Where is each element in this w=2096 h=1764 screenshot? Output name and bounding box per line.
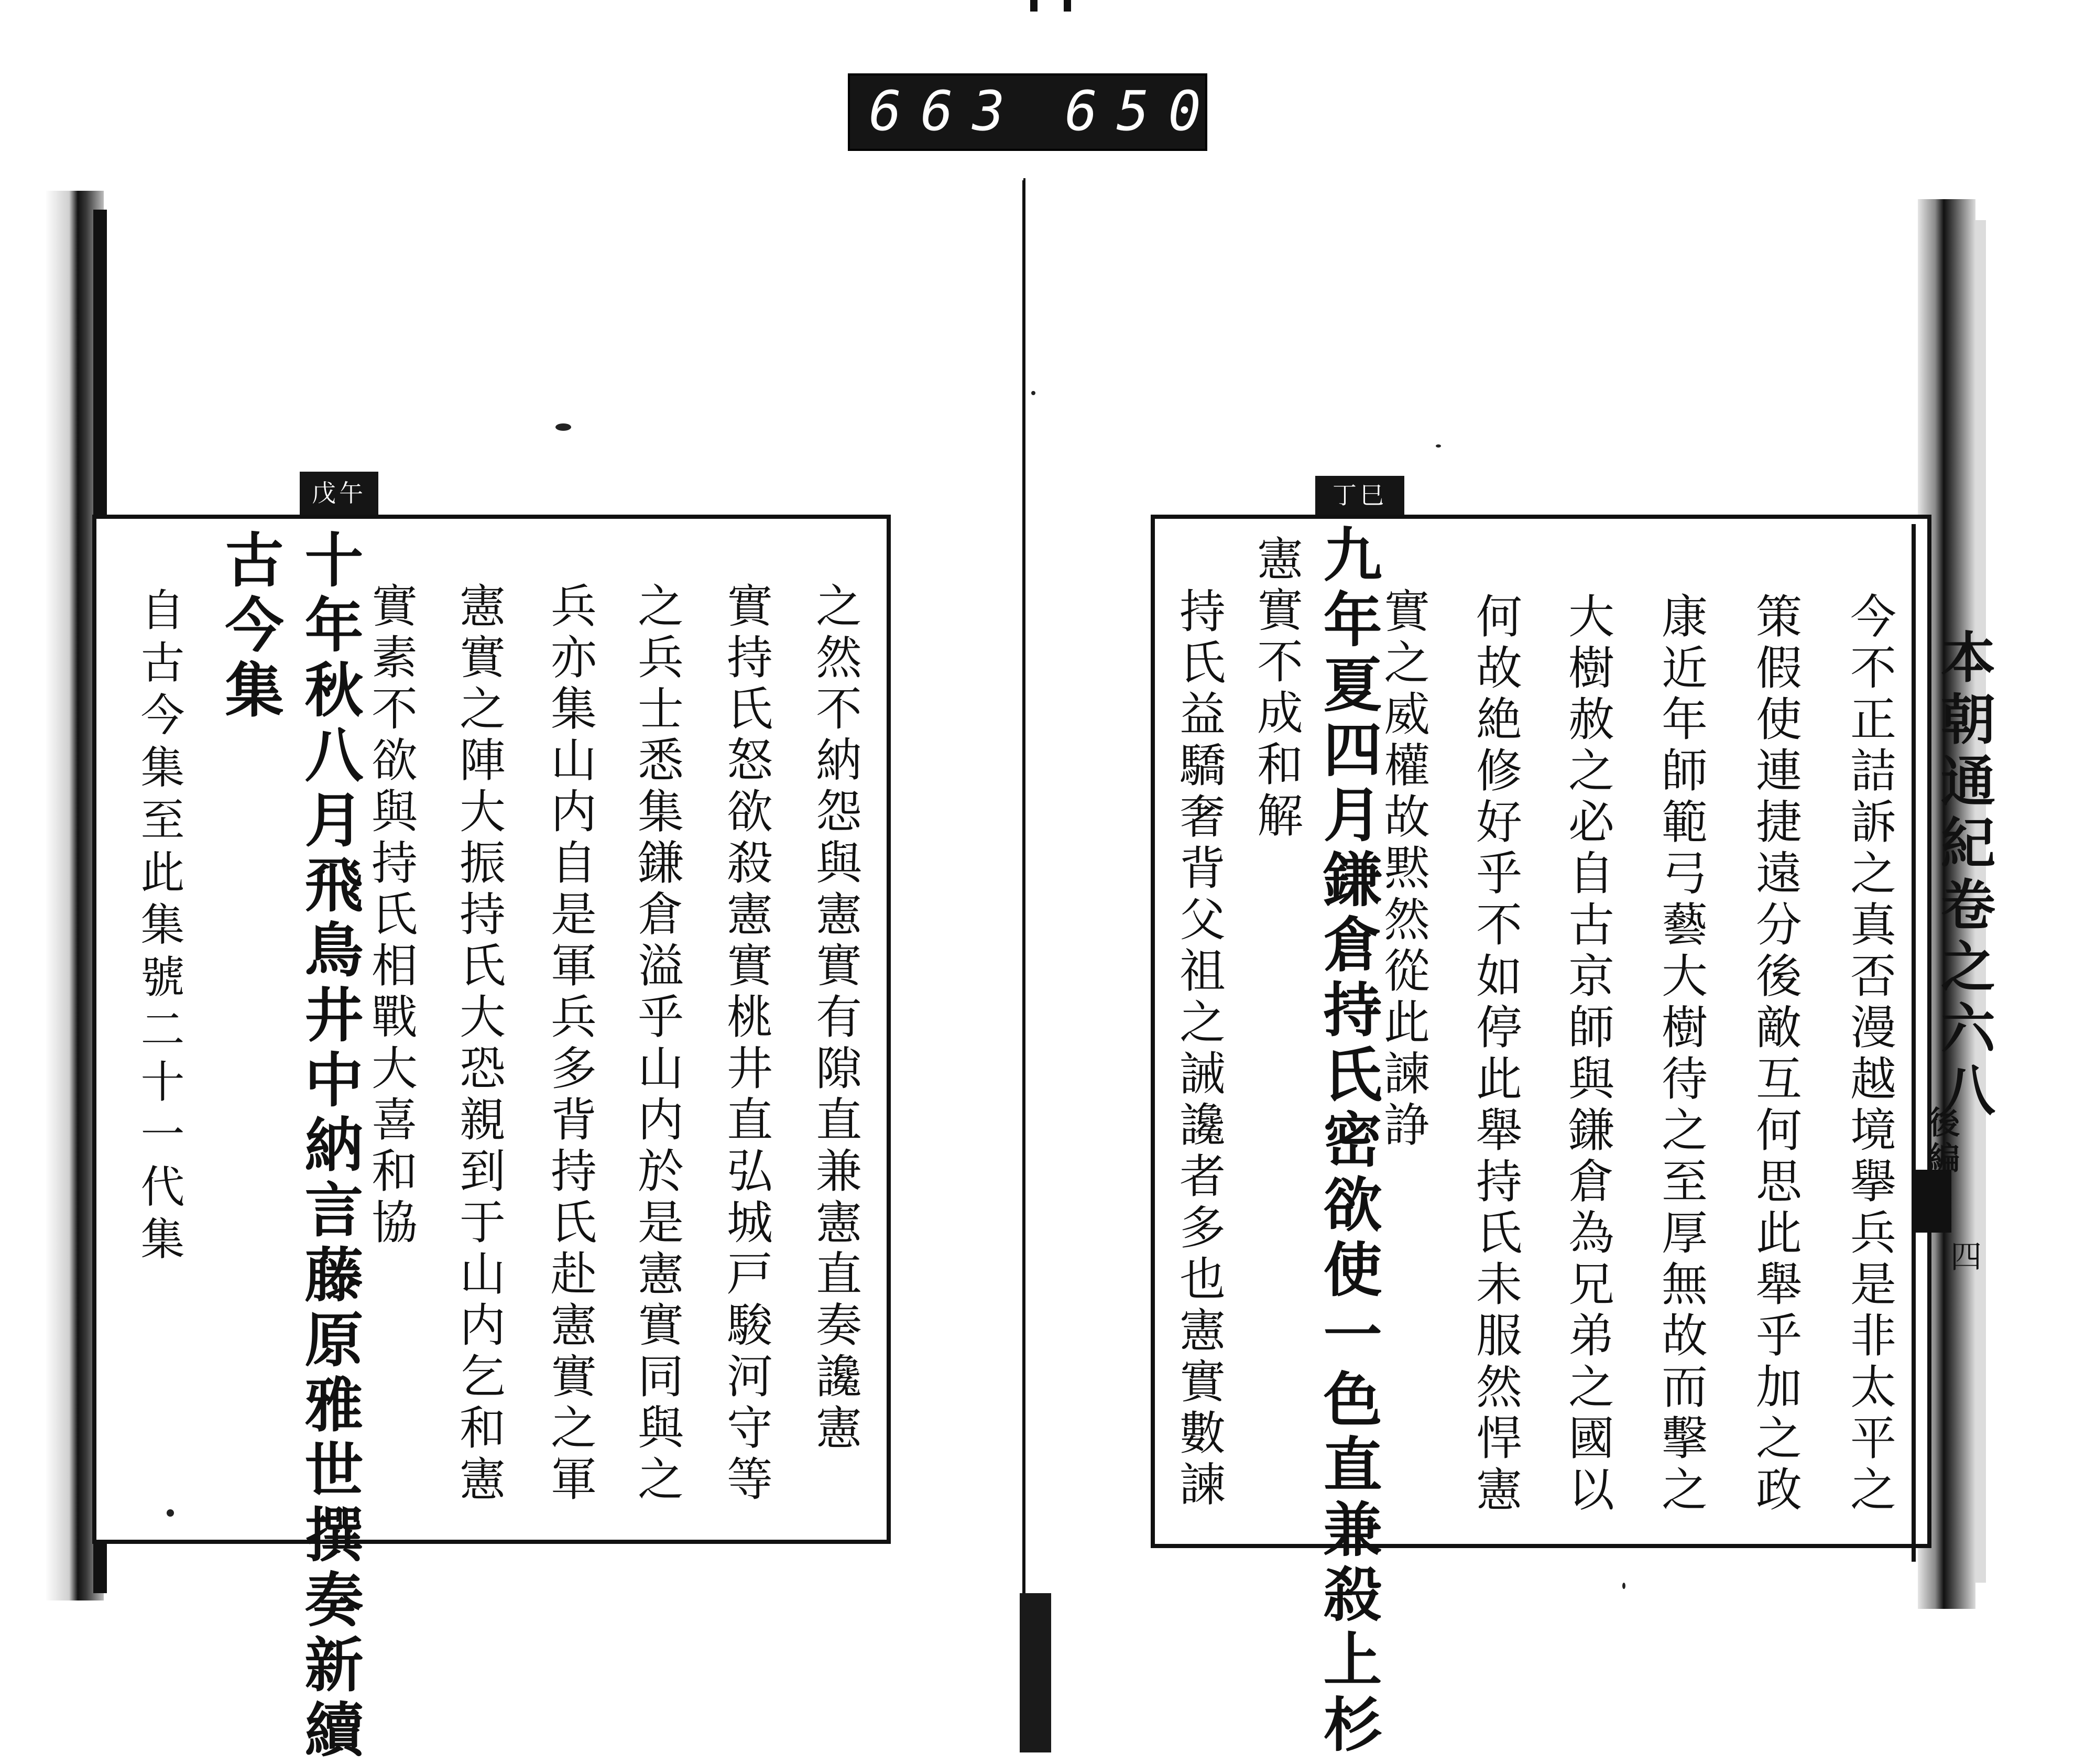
page-number: 四 (1945, 1240, 1982, 1271)
text-column: 之兵士悉集鎌倉溢乎山内於是憲實同與之 (630, 582, 684, 1506)
header-band (1914, 1170, 1951, 1233)
scan-tick-mark (1030, 0, 1038, 12)
book-gutter (1023, 178, 1025, 1593)
scan-speck (1031, 391, 1035, 395)
text-column: 自古今集至此集號二十一代集 (134, 587, 185, 1268)
scan-speck (1622, 1583, 1625, 1589)
scan-speck (1436, 444, 1441, 448)
frame-number-label (848, 73, 1272, 151)
text-column: 康近年師範弓藝大樹待之至厚無故而擊之 (1654, 592, 1708, 1517)
book-spine (1020, 1593, 1051, 1752)
frame-number-left: 663 (869, 79, 1024, 143)
entry-heading: 十年秋八月飛鳥井中納言藤原雅世撰奏新續 (295, 529, 364, 1764)
text-column: 之然不納怨與憲實有隙直兼憲直奏讒憲 (809, 582, 863, 1455)
scan-speck (167, 1509, 174, 1517)
text-column: 實之威權故黙然從此諫諍 (1377, 587, 1431, 1152)
entry-heading-continued: 憲實不成和解 (1250, 535, 1304, 843)
text-column: 持氏益驕奢背父祖之誡讒者多也憲實數諫 (1172, 587, 1226, 1511)
running-header-title: 本朝通紀卷之六八 (1931, 629, 1996, 1124)
scan-speck (555, 423, 571, 431)
entry-heading-continued: 古今集 (215, 529, 284, 724)
text-column: 兵亦集山内自是軍兵多背持氏赴憲實之軍 (543, 582, 597, 1506)
frame-number-right: 650. (1065, 79, 1272, 143)
year-tab-right: 丁巳 (1315, 476, 1404, 515)
text-column: 今不正詰訴之真否漫越境擧兵是非太平之 (1843, 592, 1897, 1517)
text-column: 何故絶修好乎不如停此舉持氏未服然悍憲 (1469, 592, 1523, 1517)
entry-heading: 九年夏四月鎌倉持氏密欲使一色直兼殺上杉 (1314, 524, 1382, 1759)
text-column: 憲實之陣大振持氏大恐親到于山内乞和憲 (452, 582, 506, 1506)
running-header-section: 後編 (1923, 1106, 1960, 1177)
year-tab-left: 戊午 (300, 472, 378, 515)
text-column: 策假使連捷遠分後敵互何思此舉乎加之政 (1749, 592, 1803, 1517)
scan-tick-mark (1064, 0, 1071, 12)
header-rule (1912, 524, 1916, 1562)
text-column: 實素不欲與持氏相戰大喜和協 (364, 582, 418, 1249)
text-column: 大樹赦之必自古京師與鎌倉為兄弟之國以 (1561, 592, 1615, 1517)
text-column: 實持氏怒欲殺憲實桃井直弘城戸駿河守等 (719, 582, 773, 1506)
